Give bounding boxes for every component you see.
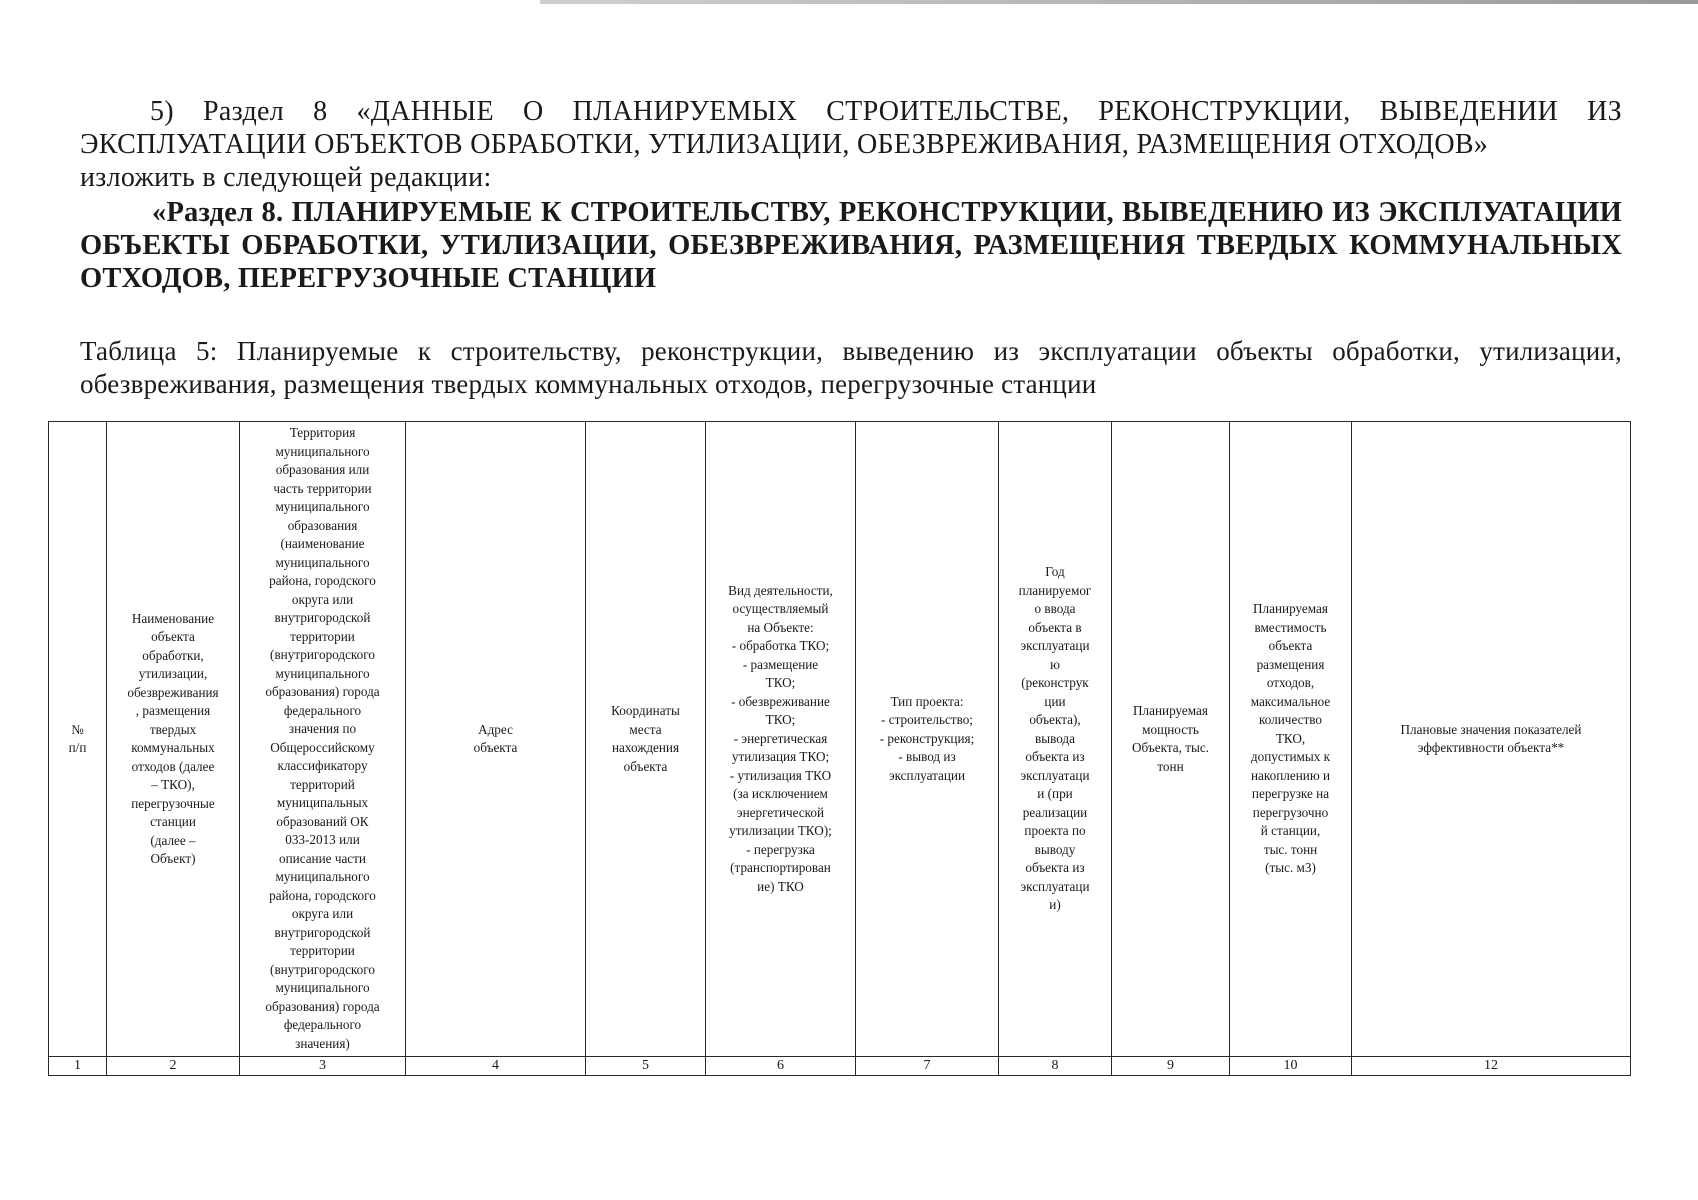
header-cell-capacity: Планируемая мощность Объекта, тыс. тонн bbox=[1112, 422, 1230, 1057]
column-number: 7 bbox=[856, 1057, 999, 1076]
intro-text-main: 5) Раздел 8 «ДАННЫЕ О ПЛАНИРУЕМЫХ СТРОИТЕЛЬСТВЕ, РЕКОНСТРУКЦИИ, ВЫВЕДЕНИИ ИЗ ЭКСПЛУАТАЦИИ ОБЪЕКТОВ ОБРАБОТКИ, УТИЛИЗАЦИИ, ОБЕЗВРЕЖИВАНИЯ, РАЗМЕЩЕНИЯ ОТХОДОВ» bbox=[80, 96, 1622, 160]
scan-top-edge bbox=[540, 0, 1698, 4]
column-number: 1 bbox=[49, 1057, 107, 1076]
header-cell-number: № п/п bbox=[49, 422, 107, 1057]
intro-paragraph bbox=[80, 95, 1622, 194]
header-cell-activity-type: Вид деятельности, осуществляемый на Объекте: - обработка ТКО; - размещение ТКО; - обезвреживание ТКО; - энергетическая утилизация ТКО; - утилизация ТКО (за исключением энергетической утилизации ТКО); - перегрузка (транспортирован ие) ТКО bbox=[706, 422, 856, 1057]
section-heading-text: «Раздел 8. ПЛАНИРУЕМЫЕ К СТРОИТЕЛЬСТВУ, РЕКОНСТРУКЦИИ, ВЫВЕДЕНИЮ ИЗ ЭКСПЛУАТАЦИИ ОБЪЕКТЫ ОБРАБОТКИ, УТИЛИЗАЦИИ, ОБЕЗВРЕЖИВАНИЯ, РАЗМЕЩЕНИЯ ТВЕРДЫХ КОММУНАЛЬНЫХ ОТХОДОВ, ПЕРЕГРУЗОЧНЫЕ СТАНЦИИ bbox=[80, 197, 1622, 294]
header-cell-coordinates: Координаты места нахождения объекта bbox=[586, 422, 706, 1057]
header-cell-territory: Территория муниципального образования или часть территории муниципального образования (наименование муниципального района, городского округа или внутригородской территории (внутригородского муниципального образования) города федерального значения по Общероссийскому классификатору территорий муниципальных образований ОК 033-2013 или описание части муниципального района, городского округа или внутригородской территории (внутригородского муниципального образования) города федерального значения) bbox=[240, 422, 406, 1057]
table-number-row bbox=[49, 1057, 1631, 1076]
header-cell-project-type: Тип проекта: - строительство; - реконструкция; - вывод из эксплуатации bbox=[856, 422, 999, 1057]
header-cell-volume: Планируемая вместимость объекта размещения отходов, максимальное количество ТКО, допустимых к накоплению и перегрузке на перегрузочно й станции, тыс. тонн (тыс. м3) bbox=[1230, 422, 1352, 1057]
header-cell-year: Год планируемог о ввода объекта в эксплуатаци ю (реконструк ции объекта), вывода объекта из эксплуатаци и (при реализации проекта по выводу объекта из эксплуатаци и) bbox=[999, 422, 1112, 1057]
header-cell-address: Адрес объекта bbox=[406, 422, 586, 1057]
planned-objects-table bbox=[48, 421, 1631, 1076]
column-number: 6 bbox=[706, 1057, 856, 1076]
table-caption: Таблица 5: Планируемые к строительству, реконструкции, выведению из эксплуатации объекты обработки, утилизации, обезвреживания, размещения твердых коммунальных отходов, перегрузочные станции bbox=[80, 336, 1622, 399]
intro-text-tail: изложить в следующей редакции: bbox=[80, 162, 492, 193]
table-container bbox=[48, 421, 1630, 1076]
column-number: 12 bbox=[1352, 1057, 1631, 1076]
table-header-row bbox=[49, 422, 1631, 1057]
column-number: 5 bbox=[586, 1057, 706, 1076]
column-number: 2 bbox=[107, 1057, 240, 1076]
column-number: 4 bbox=[406, 1057, 586, 1076]
column-number: 3 bbox=[240, 1057, 406, 1076]
header-cell-efficiency: Плановые значения показателей эффективности объекта** bbox=[1352, 422, 1631, 1057]
header-cell-object-name: Наименование объекта обработки, утилизации, обезвреживания , размещения твердых коммунальных отходов (далее – ТКО), перегрузочные станции (далее – Объект) bbox=[107, 422, 240, 1057]
column-number: 8 bbox=[999, 1057, 1112, 1076]
column-number: 9 bbox=[1112, 1057, 1230, 1076]
document-page bbox=[80, 95, 1622, 401]
column-number: 10 bbox=[1230, 1057, 1352, 1076]
section-heading bbox=[80, 196, 1622, 295]
